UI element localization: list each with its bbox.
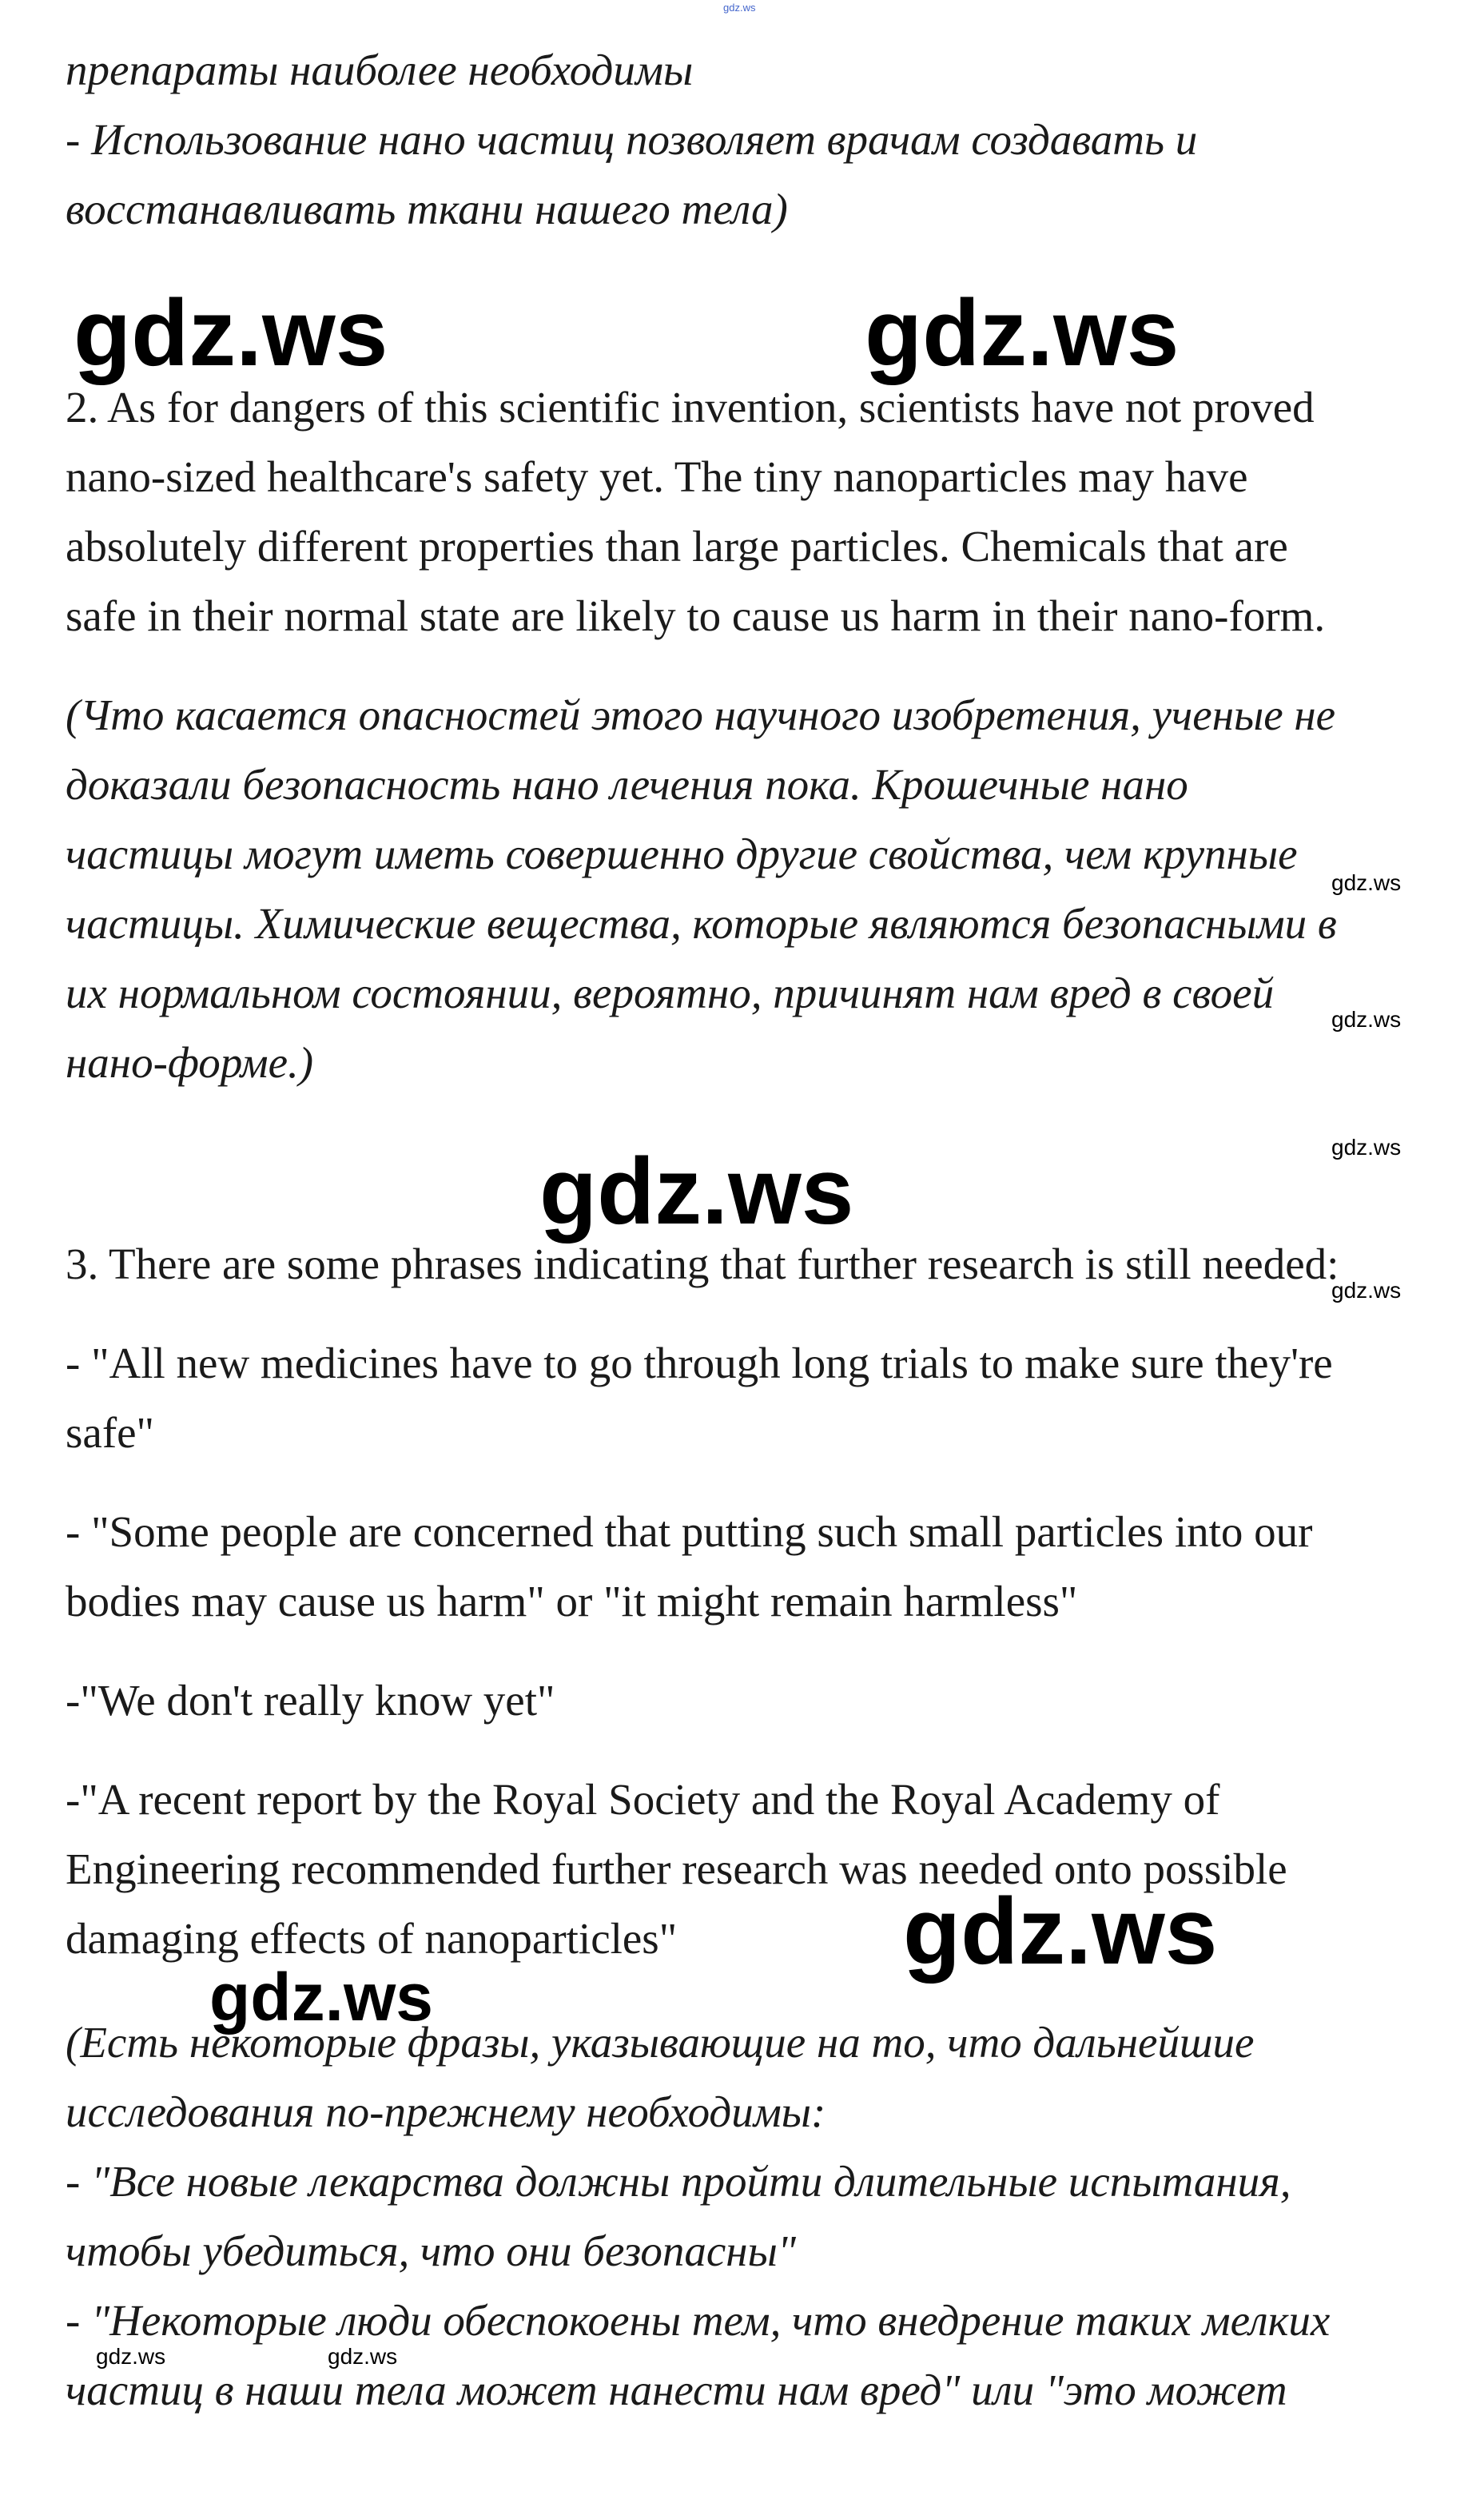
- watermark-mid-1: gdz.ws: [209, 1960, 434, 2035]
- watermark-big-2: gdz.ws: [865, 281, 1180, 386]
- watermark-big-3: gdz.ws: [539, 1139, 854, 1244]
- watermark-small-2: gdz.ws: [1331, 1007, 1402, 1032]
- intro-ru-line-2: - Использование нано частиц позволяет врачам создавать и: [66, 115, 1198, 164]
- p3-en-quote2-line-2: bodies may cause us harm" or "it might remain harmless": [66, 1577, 1078, 1626]
- p3-ru-line-3: - "Все новые лекарства должны пройти длительные испытания,: [66, 2157, 1291, 2206]
- watermark-small-3: gdz.ws: [1331, 1135, 1402, 1160]
- p3-en-quote4-line-1: -"A recent report by the Royal Society and the Royal Academy of: [66, 1775, 1220, 1824]
- p3-en-quote1-line-2: safe": [66, 1408, 154, 1457]
- p3-en-quote4-line-2: Engineering recommended further research was needed onto possible: [66, 1844, 1287, 1893]
- p2-ru-line-6: нано-форме.): [66, 1038, 314, 1087]
- watermark-small-6: gdz.ws: [328, 2344, 398, 2369]
- p3-en-heading: 3. There are some phrases indicating that further research is still needed:: [66, 1240, 1339, 1288]
- p2-ru-line-3: частицы могут иметь совершенно другие свойства, чем крупные: [66, 830, 1298, 878]
- p3-ru-line-4: чтобы убедиться, что они безопасны": [66, 2226, 796, 2275]
- p2-en-line-1: 2. As for dangers of this scientific invention, scientists have not proved: [66, 383, 1315, 432]
- p3-ru-line-2: исследования по-прежнему необходимы:: [66, 2087, 826, 2136]
- watermark-big-1: gdz.ws: [74, 281, 388, 386]
- p3-en-quote4-line-3: damaging effects of nanoparticles": [66, 1914, 678, 1963]
- p3-ru-line-6: частиц в наши тела может нанести нам вред" или "это может: [66, 2366, 1287, 2414]
- p2-ru-line-1: (Что касается опасностей этого научного изобретения, ученые не: [66, 690, 1336, 739]
- p2-ru-line-4: частицы. Химические вещества, которые являются безопасными в: [66, 899, 1337, 948]
- watermark-small-5: gdz.ws: [96, 2344, 166, 2369]
- p2-ru-line-5: их нормальном состоянии, вероятно, причинят нам вред в своей: [66, 969, 1275, 1017]
- p3-en-quote3: -"We don't really know yet": [66, 1676, 555, 1725]
- p2-en-line-3: absolutely different properties than large particles. Chemicals that are: [66, 522, 1288, 571]
- intro-ru-line-3: восстанавливать ткани нашего тела): [66, 185, 788, 233]
- p3-ru-line-5: - "Некоторые люди обеспокоены тем, что внедрение таких мелких: [66, 2296, 1331, 2345]
- watermark-small-1: gdz.ws: [1331, 870, 1402, 895]
- watermark-top: gdz.ws: [723, 2, 756, 14]
- p2-en-line-2: nano-sized healthcare's safety yet. The tiny nanoparticles may have: [66, 452, 1248, 501]
- p3-ru-line-1: (Есть некоторые фразы, указывающие на то, что дальнейшие: [66, 2018, 1255, 2067]
- p3-en-quote1-line-1: - "All new medicines have to go through long trials to make sure they're: [66, 1339, 1333, 1387]
- p2-ru-line-2: доказали безопасность нано лечения пока. Крошечные нано: [66, 760, 1188, 809]
- p2-en-line-4: safe in their normal state are likely to cause us harm in their nano-form.: [66, 591, 1326, 640]
- p3-en-quote2-line-1: - "Some people are concerned that putting such small particles into our: [66, 1507, 1313, 1556]
- watermark-small-4: gdz.ws: [1331, 1278, 1402, 1303]
- watermark-big-4: gdz.ws: [903, 1879, 1218, 1984]
- intro-ru-line-1: препараты наиболее необходимы: [66, 46, 694, 94]
